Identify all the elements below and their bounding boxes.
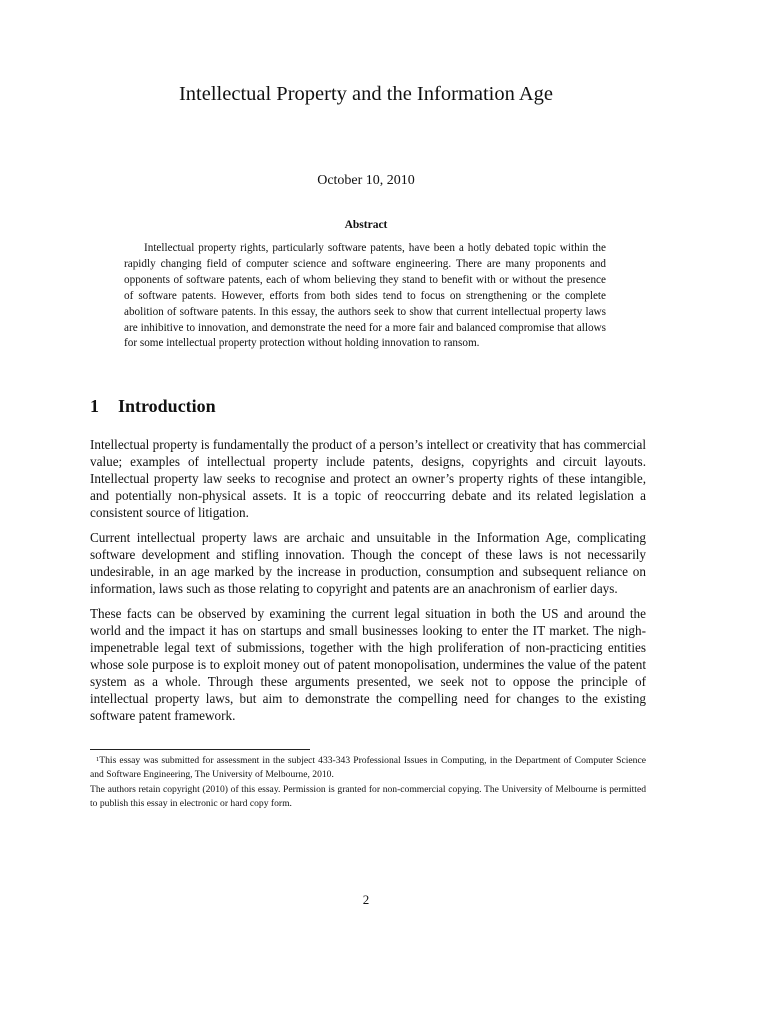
introduction-body	[90, 436, 646, 732]
page-number: 2	[362, 892, 370, 907]
footnote-text: This essay was submitted for assessment in the subject 433-343 Professional Issues in Computing, in the Department of Computer Science and Software Engineering, The University of Melbourne, 2010.	[90, 755, 646, 781]
paper-date: October 10, 2010	[317, 173, 415, 188]
footnote-mark: 1	[96, 756, 100, 763]
section-title: Introduction	[118, 396, 216, 416]
section-heading-introduction	[90, 394, 216, 418]
footnote-1	[90, 754, 646, 783]
abstract-heading: Abstract	[344, 219, 388, 231]
paragraph: Intellectual property is fundamentally the product of a person’s intellect or creativity that has commercial value; examples of intellectual property include patents, designs, copyrights and circuit layouts. Intellectual property law seeks to recognise and protect an owner’s property rights of these intangible, and potentially non-physical assets. It is a topic of reoccurring debate and its related legislation a consistent source of litigation.	[90, 437, 646, 520]
paper-title: Intellectual Property and the Information Age	[178, 83, 553, 105]
footnote-divider	[90, 749, 310, 750]
paragraph: Current intellectual property laws are archaic and unsuitable in the Information Age, complicating software development and stifling innovation. Though the concept of these laws is not necessarily undesirable, in an age marked by the increase in production, consumption and subsequent reliance on information, laws such as those relating to copyright and patents are an anachronism of earlier days.	[90, 530, 646, 596]
abstract-body: Intellectual property rights, particularly software patents, have been a hotly debated topic within the rapidly changing field of computer science and software engineering. There are many proponents and opponents of software patents, each of whom believing they stand to benefit with or without the presence of software patents. However, efforts from both sides tend to focus on strengthening or the complete abolition of software patents. In this essay, the authors seek to show that current intellectual property laws are inhibitive to innovation, and demonstrate the need for a more fair and balanced compromise that allows for some intellectual property protection without holding innovation to ransom.	[124, 242, 606, 350]
footnotes	[90, 754, 646, 812]
section-number: 1	[90, 396, 99, 416]
footnote-copyright: The authors retain copyright (2010) of this essay. Permission is granted for non-commercial copying. The University of Melbourne is permitted to publish this essay in electronic or hard copy form.	[90, 783, 646, 810]
paragraph: These facts can be observed by examining the current legal situation in both the US and around the world and the impact it has on startups and small businesses looking to enter the IT market. The nigh-impenetrable legal text of submissions, together with the high proliferation of non-practicing entities whose sole purpose is to exploit money out of patent monopolisation, undermines the value of the patent system as a whole. Through these arguments presented, we seek not to oppose the principle of intellectual property laws, but aim to demonstrate the compelling need for changes to the existing software patent framework.	[90, 606, 646, 723]
